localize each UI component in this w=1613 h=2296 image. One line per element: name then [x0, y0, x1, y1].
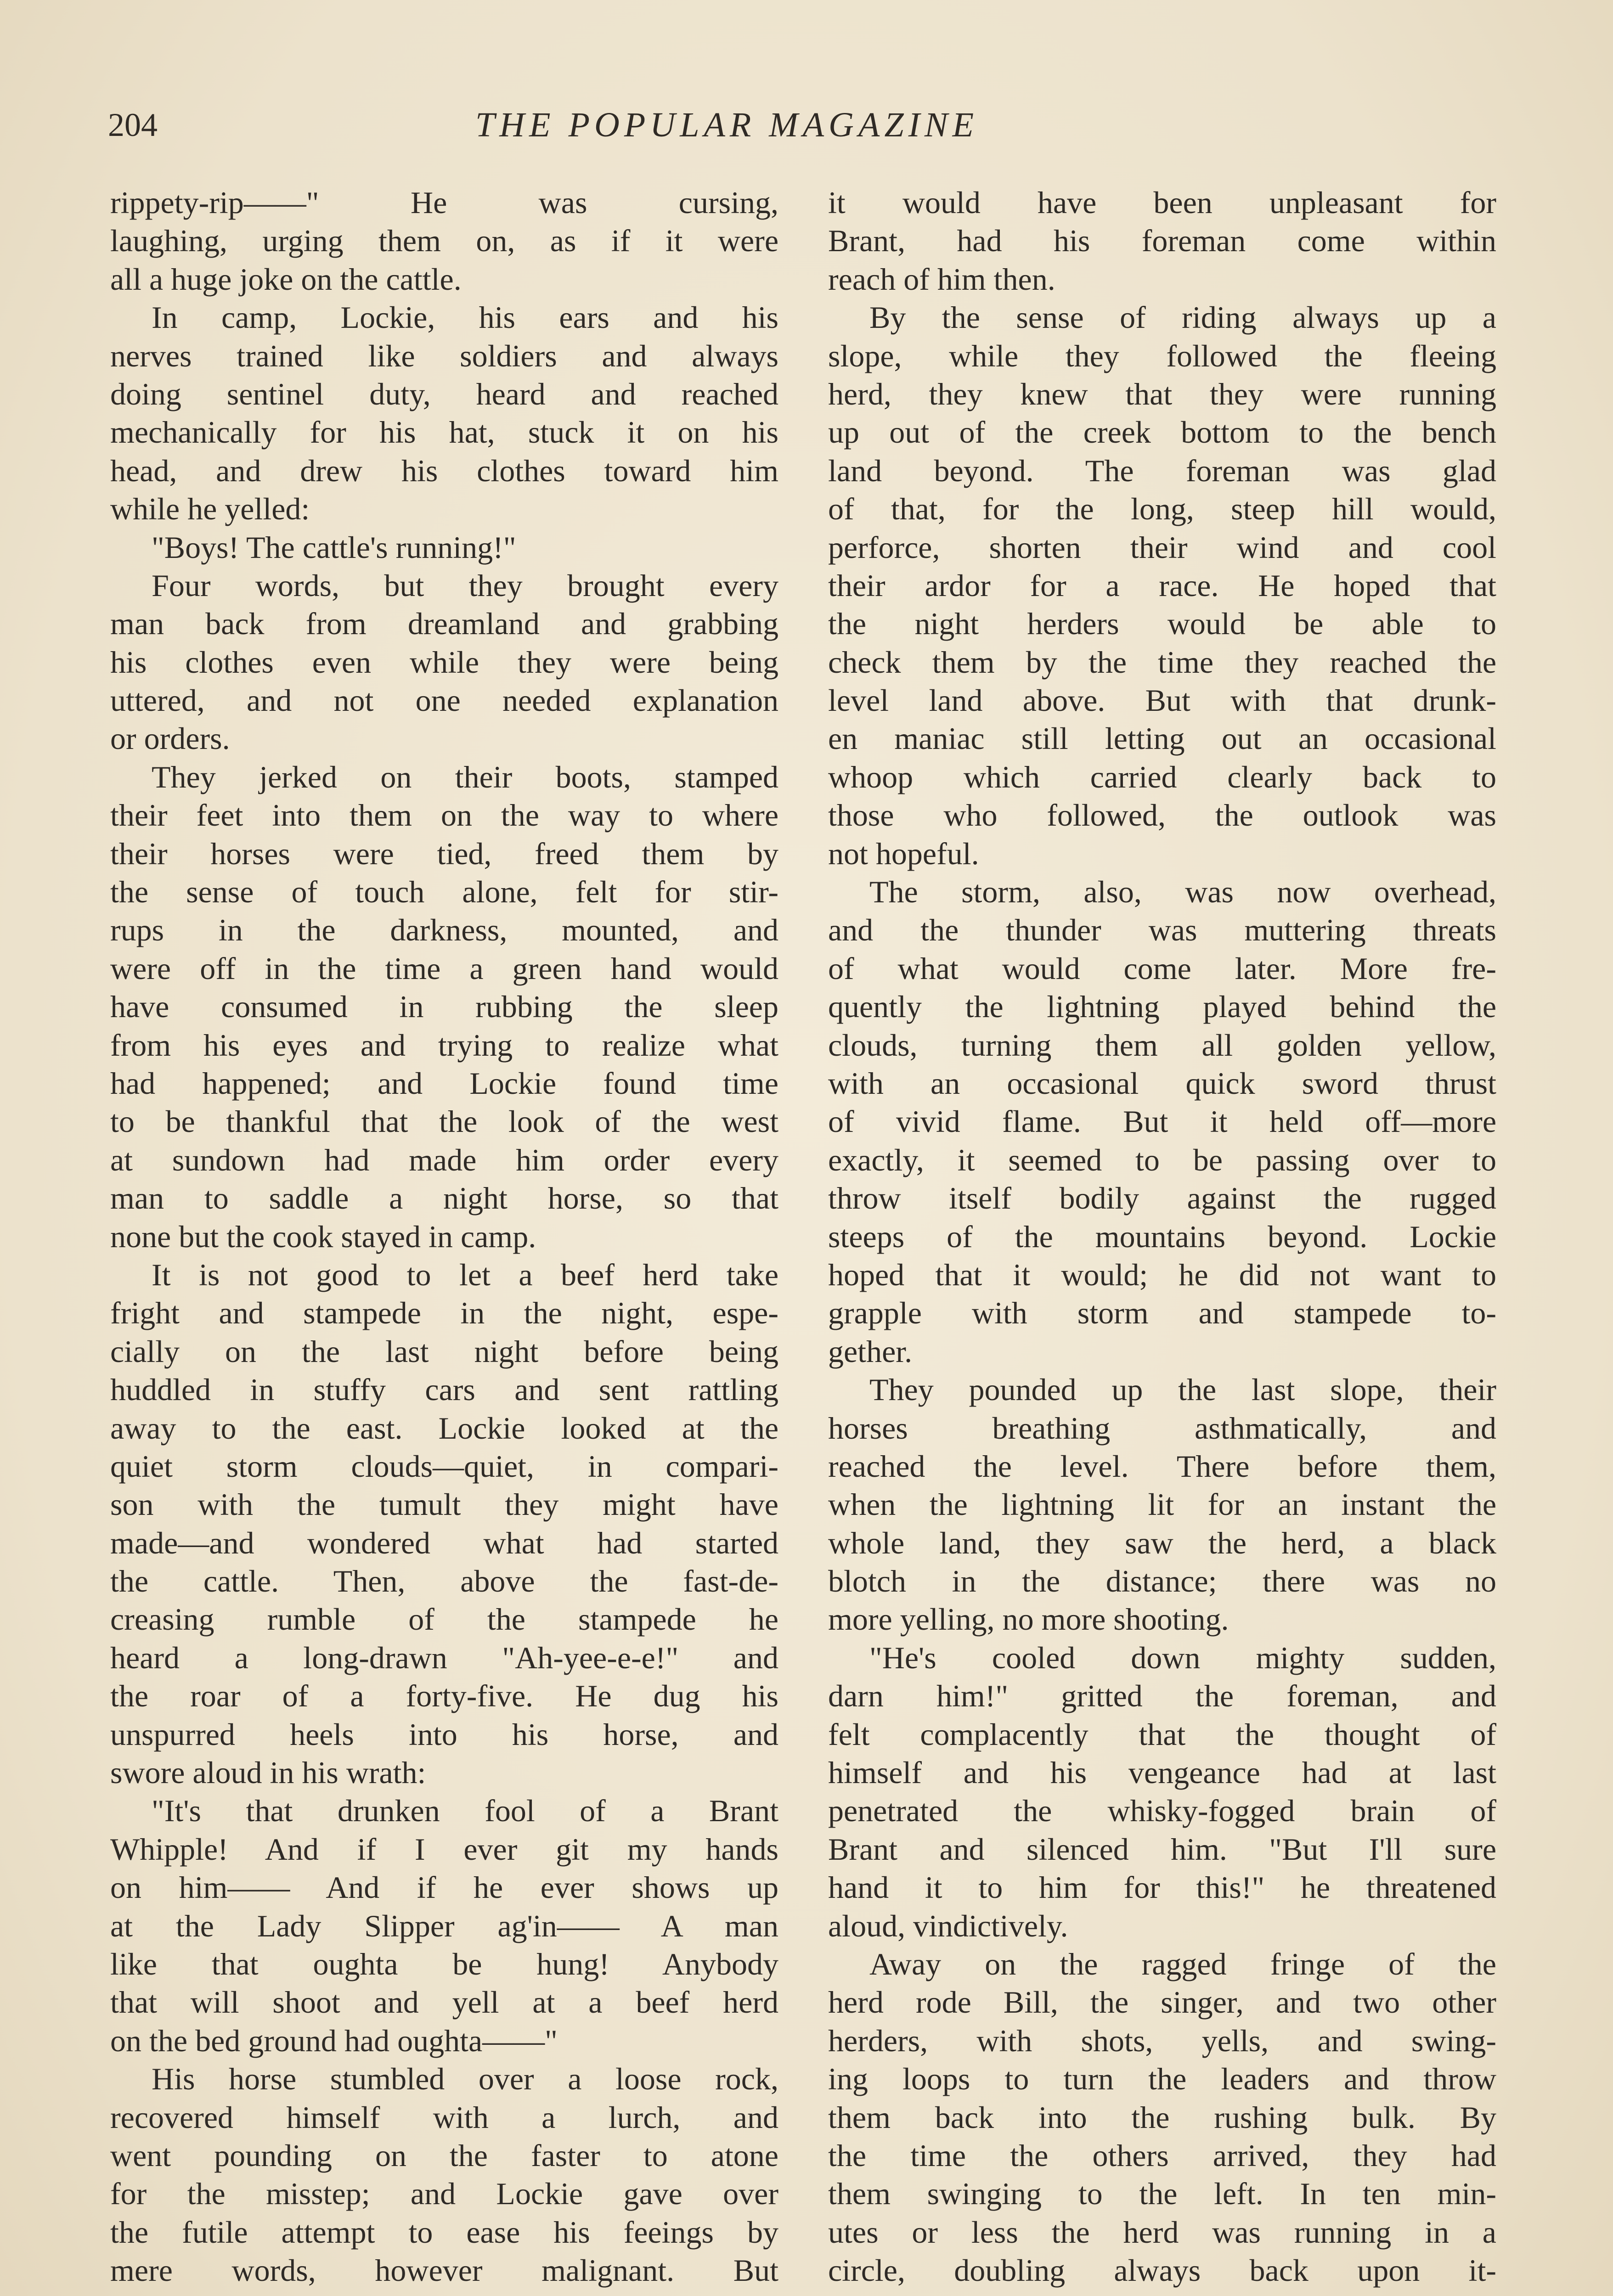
text-line: made—and wondered what had started [110, 1525, 778, 1560]
text-line: man to saddle a night horse, so that [110, 1181, 778, 1216]
text-line: They jerked on their boots, stamped [152, 759, 778, 794]
text-line: slope, while they followed the fleeing [828, 338, 1496, 373]
text-line: of vivid flame. But it held off—more [828, 1104, 1496, 1139]
text-line: the sense of touch alone, felt for stir- [110, 874, 778, 910]
text-line: their ardor for a race. He hoped that [828, 568, 1496, 603]
text-line: hoped that it would; he did not want to [828, 1257, 1496, 1292]
text-line: the cattle. Then, above the fast-de- [110, 1564, 778, 1599]
text-line: it would have been unpleasant for [828, 185, 1496, 220]
text-line: creasing rumble of the stampede he [110, 1602, 778, 1637]
text-line: exactly, it seemed to be passing over to [828, 1142, 1496, 1177]
text-line: swore aloud in his wrath: [110, 1755, 426, 1790]
text-line: land beyond. The foreman was glad [828, 453, 1496, 488]
text-line: uttered, and not one needed explanation [110, 683, 778, 718]
text-line: at the Lady Slipper ag'in—— A man [110, 1908, 778, 1943]
text-line: their feet into them on the way to where [110, 798, 778, 833]
text-line: They pounded up the last slope, their [869, 1372, 1496, 1407]
text-line: ing loops to turn the leaders and throw [828, 2061, 1496, 2097]
text-line: himself and his vengeance had at last [828, 1755, 1496, 1790]
text-line: quently the lightning played behind the [828, 989, 1496, 1024]
text-line: when the lightning lit for an instant the [828, 1487, 1496, 1522]
text-line: of that, for the long, steep hill would, [828, 491, 1496, 527]
text-line: not hopeful. [828, 836, 979, 871]
text-line: rups in the darkness, mounted, and [110, 912, 778, 948]
text-line: Away on the ragged fringe of the [869, 1946, 1496, 1981]
text-line: laughing, urging them on, as if it were [110, 223, 778, 259]
text-line: penetrated the whisky-fogged brain of [828, 1793, 1496, 1829]
text-line: circle, doubling always back upon it- [828, 2253, 1496, 2288]
text-line: son with the tumult they might have [110, 1487, 778, 1522]
text-line: that will shoot and yell at a beef herd [110, 1985, 778, 2020]
text-line: went pounding on the faster to atone [110, 2138, 778, 2173]
text-line: Four words, but they brought every [152, 568, 778, 603]
text-line: mechanically for his hat, stuck it on his [110, 415, 778, 450]
text-line: those who followed, the outlook was [828, 798, 1496, 833]
text-line: all a huge joke on the cattle. [110, 261, 462, 297]
text-line: darn him!" gritted the foreman, and [828, 1678, 1496, 1714]
text-line: aloud, vindictively. [828, 1908, 1068, 1943]
text-line: nerves trained like soldiers and always [110, 338, 778, 373]
text-line: to be thankful that the look of the west [110, 1104, 778, 1139]
text-line: blotch in the distance; there was no [828, 1564, 1496, 1599]
text-line: utes or less the herd was running in a [828, 2214, 1496, 2250]
text-line: grapple with storm and stampede to- [828, 1295, 1496, 1331]
text-line: "Boys! The cattle's running!" [152, 529, 516, 565]
text-line: Brant, had his foreman come within [828, 223, 1496, 259]
text-line: their horses were tied, freed them by [110, 836, 778, 871]
text-line: had happened; and Lockie found time [110, 1065, 778, 1101]
text-line: more yelling, no more shooting. [828, 1602, 1229, 1637]
right-text-column [828, 184, 1496, 2290]
text-line: level land above. But with that drunk- [828, 683, 1496, 718]
text-line: have consumed in rubbing the sleep [110, 989, 778, 1024]
text-line: mere words, however malignant. But [110, 2253, 778, 2288]
text-line: The storm, also, was now overhead, [869, 874, 1496, 910]
text-line: cially on the last night before being [110, 1334, 778, 1369]
text-line: the roar of a forty-five. He dug his [110, 1678, 778, 1714]
text-line: reached the level. There before them, [828, 1448, 1496, 1484]
text-line: on him—— And if he ever shows up [110, 1870, 778, 1905]
text-line: them swinging to the left. In ten min- [828, 2176, 1496, 2212]
text-line: gether. [828, 1334, 913, 1369]
text-line: were off in the time a green hand would [110, 951, 778, 986]
text-line: Whipple! And if I ever git my hands [110, 1831, 778, 1867]
text-line: the futile attempt to ease his feeings by [110, 2214, 778, 2250]
text-line: heard a long-drawn "Ah-yee-e-e!" and [110, 1640, 778, 1675]
text-line: hand it to him for this!" he threatened [828, 1870, 1496, 1905]
text-line: at sundown had made him order every [110, 1142, 778, 1177]
text-line: like that oughta be hung! Anybody [110, 1946, 778, 1981]
text-line: "He's cooled down mighty sudden, [869, 1640, 1496, 1675]
text-line: herd, they knew that they were running [828, 376, 1496, 411]
text-line: man back from dreamland and grabbing [110, 606, 778, 642]
text-line: fright and stampede in the night, espe- [110, 1295, 778, 1331]
running-title: THE POPULAR MAGAZINE [475, 106, 979, 144]
text-line: them back into the rushing bulk. By [828, 2099, 1496, 2135]
text-line: In camp, Lockie, his ears and his [152, 300, 778, 335]
text-line: on the bed ground had oughta——" [110, 2023, 558, 2058]
text-line: none but the cook stayed in camp. [110, 1219, 536, 1254]
page-header [108, 97, 1513, 152]
text-line: doing sentinel duty, heard and reached [110, 376, 778, 411]
text-line: check them by the time they reached the [828, 644, 1496, 680]
text-line: herders, with shots, yells, and swing- [828, 2023, 1496, 2058]
text-line: unspurred heels into his horse, and [110, 1716, 778, 1752]
text-line: or orders. [110, 721, 230, 756]
text-line: felt complacently that the thought of [828, 1716, 1496, 1752]
text-line: from his eyes and trying to realize what [110, 1027, 778, 1063]
text-line: whoop which carried clearly back to [828, 759, 1496, 794]
text-line: herd rode Bill, the singer, and two other [828, 1985, 1496, 2020]
text-line: recovered himself with a lurch, and [110, 2099, 778, 2135]
text-line: horses breathing asthmatically, and [828, 1410, 1496, 1446]
text-line: perforce, shorten their wind and cool [828, 529, 1496, 565]
page-number: 204 [108, 107, 158, 143]
text-line: en maniac still letting out an occasional [828, 721, 1496, 756]
text-line: "It's that drunken fool of a Brant [152, 1793, 778, 1829]
text-line: rippety-rip——" He was cursing, [110, 185, 778, 220]
text-line: his clothes even while they were being [110, 644, 778, 680]
text-line: clouds, turning them all golden yellow, [828, 1027, 1496, 1063]
text-line: away to the east. Lockie looked at the [110, 1410, 778, 1446]
text-line: the time the others arrived, they had [828, 2138, 1496, 2173]
text-line: up out of the creek bottom to the bench [828, 415, 1496, 450]
text-line: for the misstep; and Lockie gave over [110, 2176, 778, 2212]
text-line: whole land, they saw the herd, a black [828, 1525, 1496, 1560]
text-line: His horse stumbled over a loose rock, [152, 2061, 778, 2097]
left-text-column [110, 184, 778, 2290]
text-line: throw itself bodily against the rugged [828, 1181, 1496, 1216]
text-line: By the sense of riding always up a [869, 300, 1496, 335]
text-line: while he yelled: [110, 491, 310, 527]
text-line: It is not good to let a beef herd take [152, 1257, 778, 1292]
text-line: quiet storm clouds—quiet, in compari- [110, 1448, 778, 1484]
text-line: steeps of the mountains beyond. Lockie [828, 1219, 1496, 1254]
text-line: the night herders would be able to [828, 606, 1496, 642]
text-line: with an occasional quick sword thrust [828, 1065, 1496, 1101]
text-line: of what would come later. More fre- [828, 951, 1496, 986]
text-line: head, and drew his clothes toward him [110, 453, 778, 488]
text-line: huddled in stuffy cars and sent rattling [110, 1372, 778, 1407]
text-line: reach of him then. [828, 261, 1055, 297]
text-line: Brant and silenced him. "But I'll sure [828, 1831, 1496, 1867]
text-line: and the thunder was muttering threats [828, 912, 1496, 948]
